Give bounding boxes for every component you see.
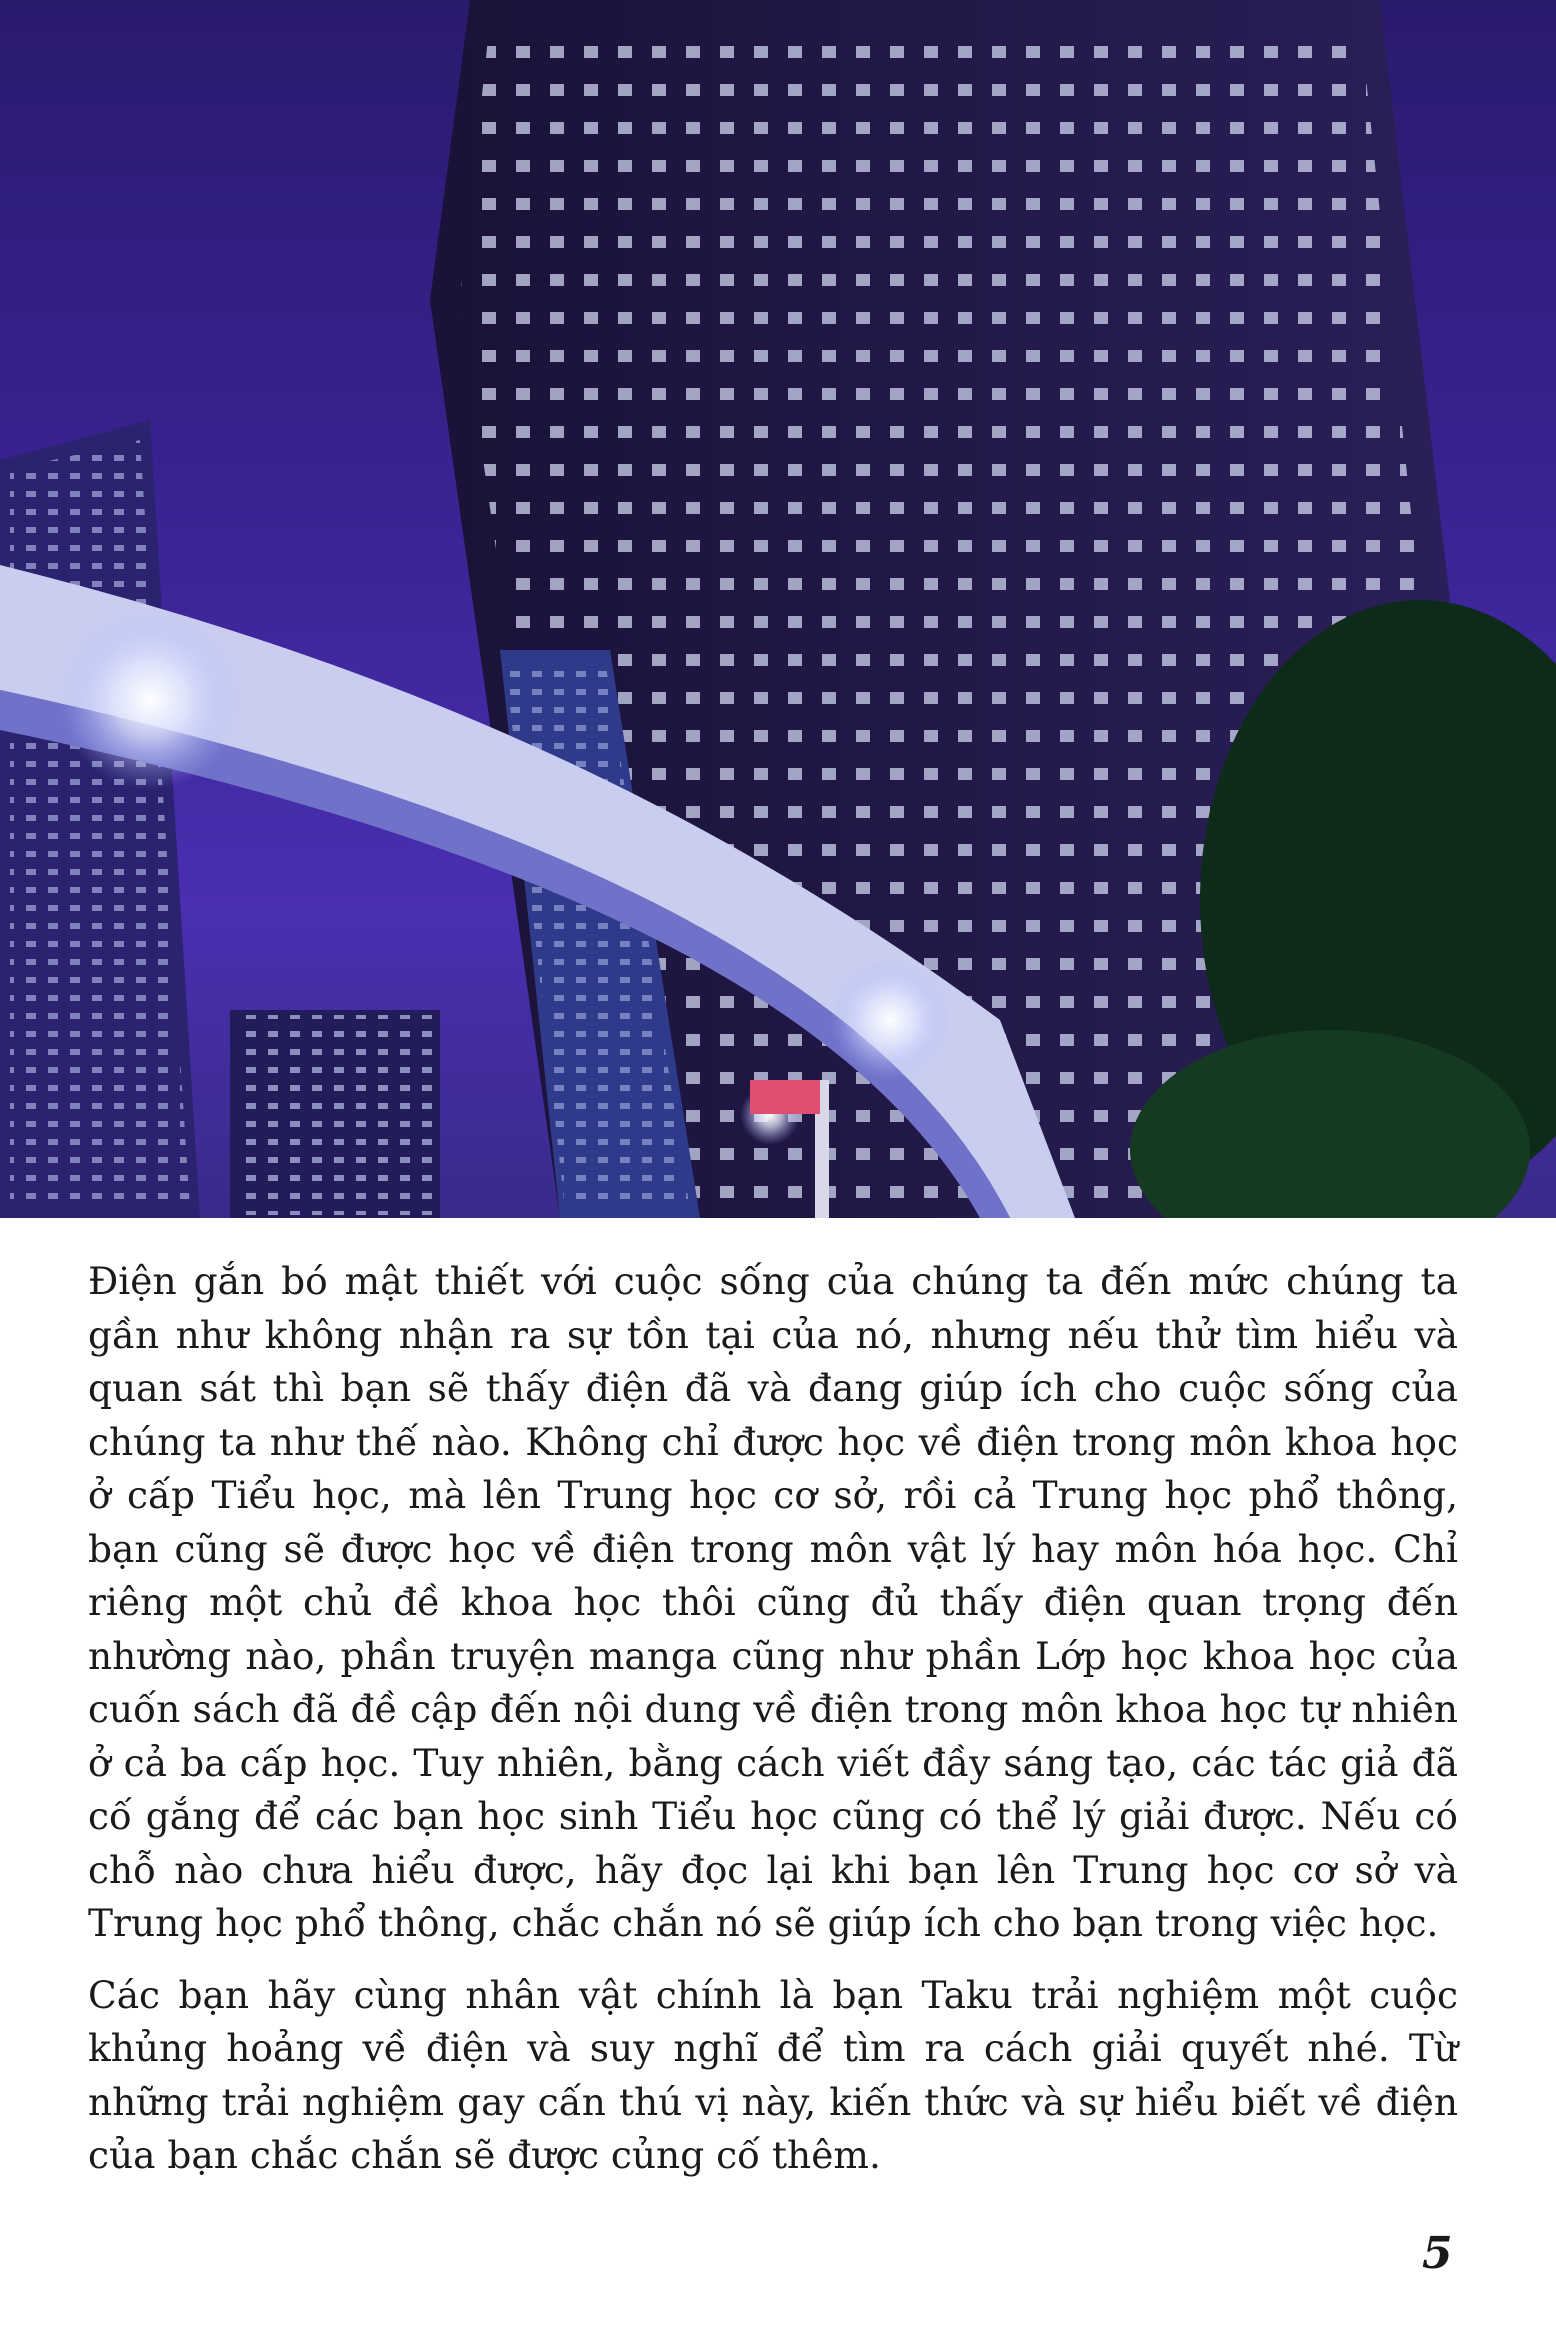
street-light-glow-left: [60, 610, 240, 790]
street-light-glow-right: [830, 960, 950, 1080]
center-building-windows: [235, 1015, 435, 1215]
red-sign: [750, 1080, 820, 1114]
article-body: [88, 1255, 1458, 2183]
paragraph-1: Điện gắn bó mật thiết với cuộc sống của chúng ta đến mức chúng ta gần như không nhận ra sự tồn tại của nó, nhưng nếu thử tìm hiểu và quan sát thì bạn sẽ thấy điện đã và đang giúp ích cho cuộc sống của chúng ta như thế nào. Không chỉ được học về điện trong môn khoa học ở cấp Tiểu học, mà lên Trung học cơ sở, rồi cả Trung học phổ thông, bạn cũng sẽ được học về điện trong môn vật lý hay môn hóa học. Chỉ riêng một chủ đề khoa học thôi cũng đủ thấy điện quan trọng đến nhường nào, phần truyện manga cũng như phần Lớp học khoa học của cuốn sách đã đề cập đến nội dung về điện trong môn khoa học tự nhiên ở cả ba cấp học. Tuy nhiên, bằng cách viết đầy sáng tạo, các tác giả đã cố gắng để các bạn học sinh Tiểu học cũng có thể lý giải được. Nếu có chỗ nào chưa hiểu được, hãy đọc lại khi bạn lên Trung học cơ sở và Trung học phổ thông, chắc chắn nó sẽ giúp ích cho bạn trong việc học.: [88, 1259, 1458, 1945]
left-building-windows: [10, 440, 190, 1210]
paragraph-2: Các bạn hãy cùng nhân vật chính là bạn Taku trải nghiệm một cuộc khủng hoảng về điện và suy nghĩ để tìm ra cách giải quyết nhé. Từ những trải nghiệm gay cấn thú vị này, kiến thức và sự hiểu biết về điện của bạn chắc chắn sẽ được củng cố thêm.: [88, 1972, 1458, 2177]
page-number: 5: [1422, 2228, 1453, 2279]
